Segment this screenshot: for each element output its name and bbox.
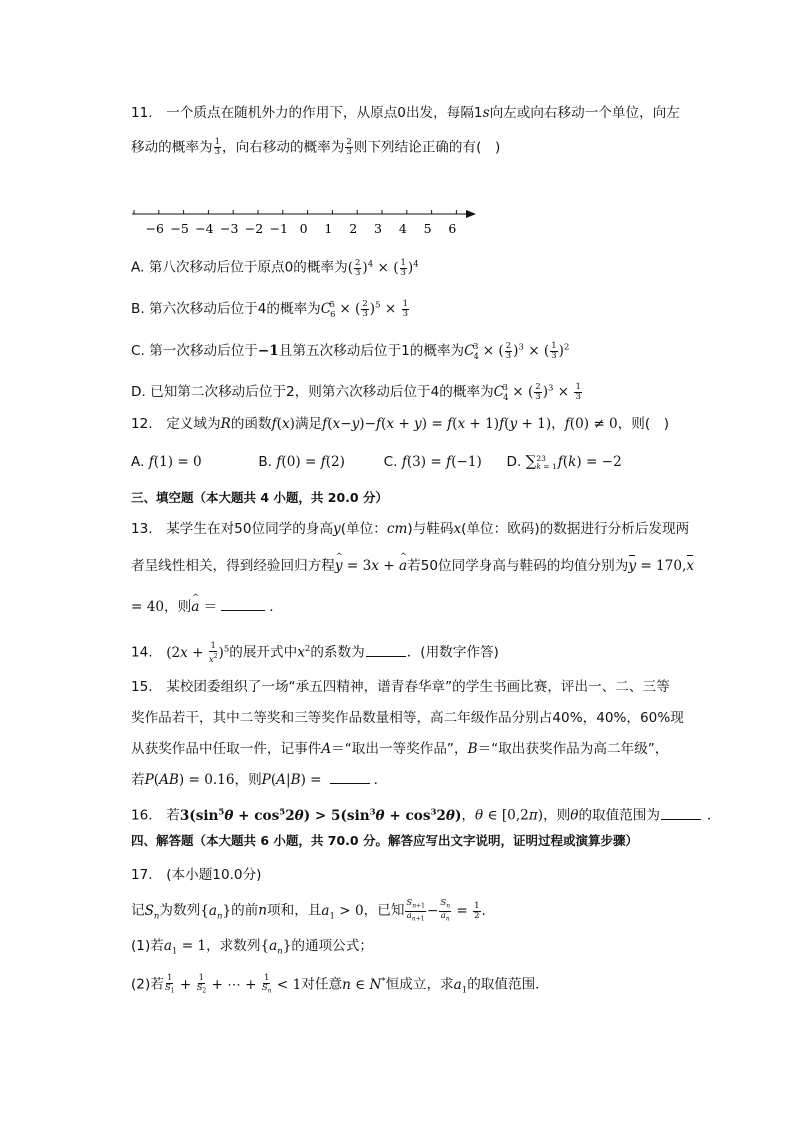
q15-pagb: P(A|B) = [261, 772, 322, 788]
q13-text-g: = 40，则 [131, 599, 192, 615]
q14-text-c: ．(用数字作答) [406, 644, 499, 661]
q17-text-c: 的前 [231, 902, 259, 919]
q15-pab: P(AB) = 0.16 [144, 772, 235, 788]
number-line-label: 3 [374, 221, 382, 236]
var-a-hat: ^ a [191, 598, 199, 616]
var-n: n [258, 902, 268, 919]
q14-x2: x [297, 644, 305, 661]
q11-d-formula: $C_4^3$ × ( $\frac{2}{3}$ )$^3$ × $\frac{1}{3}$ [493, 382, 581, 403]
q16-label: 16. 若 [131, 807, 180, 824]
q11-option-c [131, 338, 569, 366]
var-Sn: $S_n$ [144, 902, 160, 922]
q17-part2-b: 对任意 [301, 976, 343, 993]
q17-text-a: 记 [131, 902, 145, 919]
number-line-label: 1 [324, 221, 333, 236]
frac-den: 3 [346, 147, 352, 157]
q17-part1-b: ，求数列 [206, 938, 261, 954]
q11-frac-left [214, 138, 221, 157]
q12-text-d: ，则( ) [617, 416, 670, 432]
number-line-label: −2 [244, 221, 264, 236]
q11-c-formula: $C_4^3$ × ( $\frac{2}{3}$ )$^3$ × ( $\frac{1}{3}$ )$^2$ [464, 341, 570, 362]
q16-domain: θ ∈ [0,2π) [474, 807, 544, 824]
q14-line [131, 640, 499, 664]
q12-stem [131, 415, 669, 433]
q11-line2 [131, 138, 500, 157]
q15-line3 [131, 740, 668, 758]
q16-text-a: ， [461, 807, 475, 824]
q12-R: R [220, 416, 231, 432]
number-line-label: 0 [299, 221, 308, 236]
q17-line1 [131, 899, 486, 925]
option-label: D. [131, 384, 146, 400]
q11-option-b [131, 296, 410, 324]
q11-line1-tail: 向左或向右移动一个单位，向左 [489, 105, 680, 121]
q17-text-d: 项和，且 [267, 902, 322, 919]
q17-sum-ineq: $\frac{1}{S_1}$ + $\frac{1}{S_2}$ + ⋯ + $\frac{1}{S_n}$ < 1 [164, 973, 302, 995]
q11-unit: s [482, 105, 490, 121]
number-line-label: −6 [145, 221, 165, 236]
q13-text-d: (单位：欧码)的数据进行分析后发现两 [461, 521, 690, 537]
q13-regression: ^ y = 3x + ^ a [335, 558, 407, 574]
q14-text-b: 的系数为 [310, 644, 365, 661]
q15-text-c: ＝“取出获奖作品为高二年级”， [477, 741, 669, 757]
q17-part2-d: 的取值范围． [467, 976, 549, 993]
number-line-label: 5 [423, 221, 432, 236]
option-label: D. [506, 454, 522, 470]
q17-part1 [131, 937, 373, 961]
q13-line2 [131, 557, 694, 575]
q17-a1-positive: $a_1 > 0$ [321, 902, 364, 922]
q12-text-a: 12. 定义域为 [131, 416, 221, 432]
number-line-label: 2 [349, 221, 358, 236]
number-line-label: −1 [269, 221, 289, 236]
q11-a-formula: ( $\frac{2}{3}$ )$^4$ × ( $\frac{1}{3}$ )$^4$ [347, 257, 419, 278]
q15-line2: 奖作品若干，其中二等奖和三等奖作品数量相等，高二年级作品分别占40%，40%，60%现 [131, 710, 684, 726]
q11-b-formula: $C_6^5$ × ( $\frac{2}{3}$ )$^5$ × $\frac{1}{3}$ [320, 299, 408, 320]
number-line-label: −4 [195, 221, 214, 236]
q15-text-b: ＝“取出一等奖作品”， [331, 741, 468, 757]
q17-part2-c: 恒成立，求 [385, 976, 454, 993]
number-line-label: −3 [219, 221, 239, 236]
q17-part1-a: (1)若 [131, 938, 164, 954]
q12-fx: f [271, 416, 277, 432]
q15-text-d: 若 [131, 772, 145, 788]
q13-cm: cm [386, 521, 408, 537]
option-label: C. [131, 343, 145, 359]
option-text: 第八次移动后位于原点0的概率为 [148, 259, 348, 276]
option-label: B. [131, 301, 145, 317]
number-line-label: 4 [398, 221, 407, 236]
q12-fx-arg: (x) [276, 416, 295, 432]
number-line-label: 6 [448, 221, 457, 236]
q13-text-i: ． [269, 599, 283, 615]
q16-inequality: $3(\sin^5\theta + \cos^52\theta) > 5(\sin^3\theta + \cos^32\theta)$ [179, 807, 462, 824]
option-value: −1 [257, 343, 279, 359]
q17-part2-a: (2)若 [131, 976, 164, 993]
q16-text-c: 的取值范围为 [578, 807, 660, 824]
q17-text-b: 为数列 [159, 902, 201, 919]
var-theta: θ [570, 807, 579, 824]
q16-line [131, 803, 721, 825]
q13-answer-blank[interactable] [221, 598, 265, 611]
option-text: 已知第二次移动后位于2，则第六次移动后位于4的概率为 [150, 384, 494, 400]
section-3-header: 三、填空题（本大题共 4 小题，共 20.0 分） [131, 490, 388, 505]
q17-text-e: ，已知 [363, 902, 405, 919]
frac-num: 1 [214, 137, 220, 147]
option-label: A. [131, 454, 145, 470]
option-text-2: 且第五次移动后位于1的概率为 [278, 343, 465, 359]
q15-answer-blank[interactable] [330, 771, 370, 784]
number-line-arrow [466, 210, 476, 218]
q13-text-a: 13. 某学生在对50位同学的身高 [131, 521, 334, 537]
q14-x2-exp: 2 [304, 644, 311, 654]
q17-title: 17. (本小题10.0分) [131, 867, 262, 883]
q17-a1-eq: $a_1 = 1$ [163, 938, 207, 957]
q13-text-c: )与鞋码 [407, 521, 454, 537]
q13-text-f: 若50位同学身高与鞋码的均值分别为 [407, 558, 629, 574]
section-4-header: 四、解答题（本大题共 6 小题，共 70.0 分。解答应写出文字说明，证明过程或演算步骤） [131, 833, 638, 848]
q12-text-c: 满足 [294, 416, 323, 432]
q17-part1-c: 的通项公式； [291, 938, 373, 954]
option-text: 第六次移动后位于4的概率为 [148, 301, 321, 317]
q13-text-b: (单位： [340, 521, 387, 537]
var-a1: $a_1$ [453, 976, 468, 996]
var-y: y [333, 521, 341, 537]
q15-text-f: ． [373, 772, 388, 788]
q14-answer-blank[interactable] [366, 644, 406, 657]
q14-text-a: 的展开式中 [229, 644, 298, 661]
q15-line4 [131, 771, 387, 789]
q12-option-c: f(3) = f(−1) [401, 454, 482, 470]
option-text: 第一次移动后位于 [149, 343, 258, 359]
frac-den: 3 [214, 147, 220, 157]
seq-an-2: $\{a_n\}$ [260, 938, 292, 957]
option-label: A. [131, 259, 145, 276]
q12-option-a: f(1) = 0 [148, 454, 202, 470]
option-label: B. [258, 454, 273, 470]
q11-line2-a: 移动的概率为 [131, 139, 213, 156]
q15-line1: 15. 某校团委组织了一场“承五四精神，谱青春华章”的学生书画比赛，评出一、二、三等 [131, 679, 670, 695]
q13-text-e: 者呈线性相关，得到经验回归方程 [131, 558, 335, 574]
number-line-label: −5 [170, 221, 189, 236]
q11-option-d [131, 379, 583, 407]
event-B: B [467, 741, 478, 757]
var-x: x [453, 521, 462, 537]
q11-line2-c: 则下列结论正确的有( ) [353, 139, 501, 156]
number-line [128, 203, 488, 237]
q13-mean-y: y = 170,x [628, 558, 694, 574]
q12-option-d: ∑ 23 k = 1 f(k) = −2 [525, 452, 622, 471]
q12-options [131, 452, 622, 471]
q15-text-a: 从获奖作品中任取一件，记事件 [131, 741, 322, 757]
q17-condition: $\frac{S_{n+1}}{a_{n+1}}$ − $\frac{S_n}{a_n}$ = $\frac{1}{2}$ . [406, 898, 486, 923]
event-A: A [321, 741, 332, 757]
q16-answer-blank[interactable] [661, 807, 701, 820]
q12-equation: f(x−y)−f(x + y) = f(x + 1)f(y + 1)，f(0) ≠ 0 [322, 416, 618, 432]
q11-line1-text: 11. 一个质点在随机外力的作用下，从原点0出发，每隔1 [131, 105, 483, 121]
q12-option-b: f(0) = f(2) [276, 454, 345, 470]
q14-label: 14. [131, 644, 167, 661]
q17-n-domain: n ∈ N* [342, 976, 386, 993]
q13-line3 [131, 598, 283, 616]
q11-line1 [131, 104, 680, 122]
q13-line1 [131, 520, 689, 538]
q11-option-a [131, 255, 419, 278]
q17-part2 [131, 972, 549, 999]
q12-text-b: 的函数 [230, 416, 272, 432]
q16-text-d: ． [707, 807, 721, 824]
q15-text-e: ，则 [234, 772, 262, 788]
option-label: C. [383, 454, 398, 470]
frac-num: 2 [346, 137, 352, 147]
q13-text-h: ＝ [203, 599, 218, 615]
seq-an: $\{a_n\}$ [200, 902, 232, 922]
q11-line2-b: ，向右移动的概率为 [221, 139, 345, 156]
q16-text-b: ，则 [543, 807, 571, 824]
q11-frac-right [345, 138, 352, 157]
q14-expression: (2x + $\frac{1}{x^2}$ )$^5$ [166, 640, 230, 665]
